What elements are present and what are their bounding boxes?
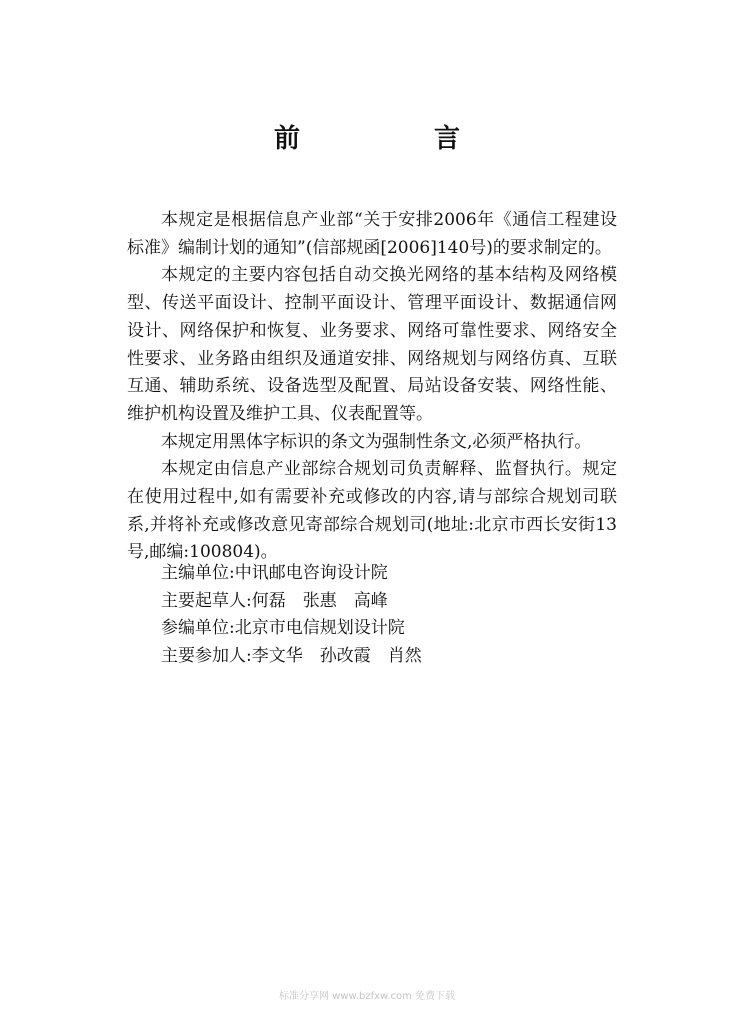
- paragraph-interpretation: 本规定由信息产业部综合规划司负责解释、监督执行。规定在使用过程中,如有需要补充或修改的内容,请与部综合规划司联系,并将补充或修改意见寄部综合规划司(地址:北京市西长安街13号,邮编:100804)。: [127, 459, 617, 563]
- page-title: 前 言: [273, 124, 514, 154]
- credits-block: [161, 560, 422, 671]
- paragraph-basis: 本规定是根据信息产业部“关于安排2006年《通信工程建设标准》编制计划的通知”(信部规函[2006]140号)的要求制定的。: [127, 210, 617, 258]
- chief-editor-unit: 主编单位:中讯邮电咨询设计院: [161, 563, 388, 583]
- paragraph-mandatory: 本规定用黑体字标识的条文为强制性条文,必须严格执行。: [161, 431, 592, 452]
- watermark: 标准分享网 www.bzfxw.com 免费下载: [279, 991, 455, 1002]
- main-participants: 主要参加人:李文华 孙改霞 肖然: [161, 646, 422, 667]
- main-drafters: 主要起草人:何磊 张惠 高峰: [161, 590, 388, 611]
- paragraph-contents: 本规定的主要内容包括自动交换光网络的基本结构及网络模型、传送平面设计、控制平面设计、管理平面设计、数据通信网设计、网络保护和恢复、业务要求、网络可靠性要求、网络安全性要求、业务路由组织及通道安排、网络规划与网络仿真、互联互通、辅助系统、设备选型及配置、局站设备安装、网络性能、维护机构设置及维护工具、仪表配置等。: [127, 265, 617, 424]
- participating-unit: 参编单位:北京市电信规划设计院: [161, 618, 405, 639]
- preface-body: [127, 207, 617, 567]
